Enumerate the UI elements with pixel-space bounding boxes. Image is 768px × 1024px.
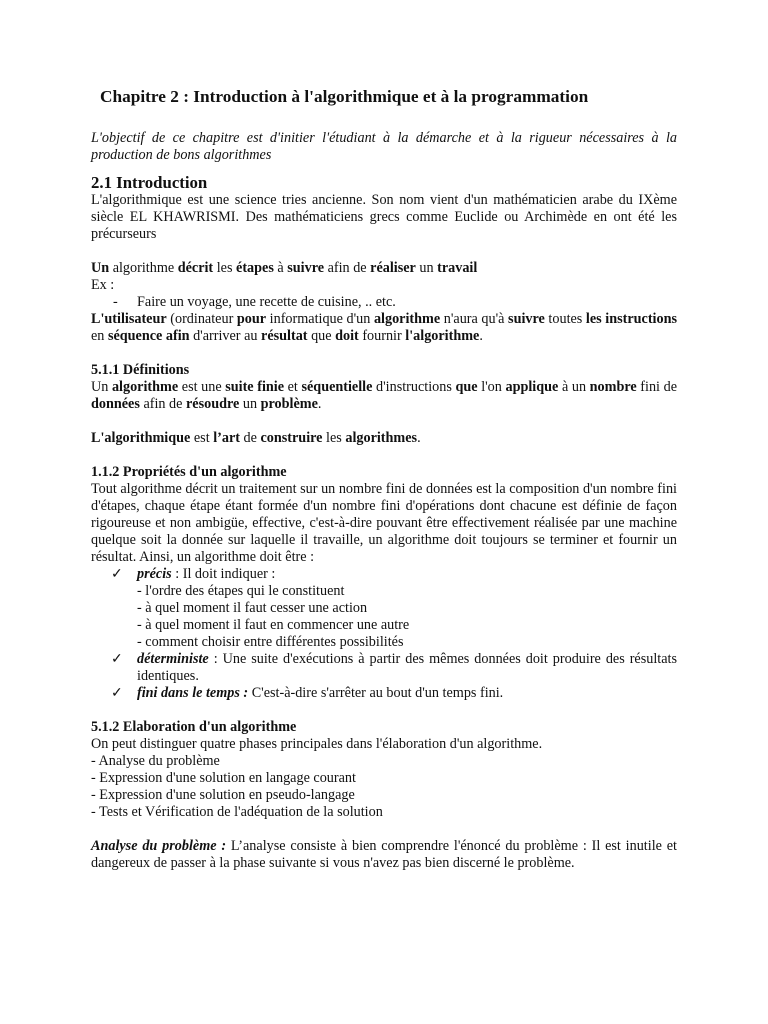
intro-heading: 2.1 Introduction (91, 173, 208, 192)
definition-line: Un algorithme décrit les étapes à suivre afin de réaliser un travail (91, 260, 478, 276)
user-paragraph: L'utilisateur (ordinateur pour informatique d'un algorithme n'aura qu'à suivre toutes les instructions en séquence afin d'arriver au résultat que doit fournir l'algorithme. (91, 311, 678, 344)
precis-sub-item: - comment choisir entre différentes possibilités (137, 634, 404, 650)
example-item: - Faire un voyage, une recette de cuisine, .. etc. (113, 294, 396, 310)
chapter-title: Chapitre 2 : Introduction à l'algorithmique et à la programmation (100, 87, 589, 106)
property-fini: ✓ fini dans le temps : C'est-à-dire s'arrêter au bout d'un temps fini. (111, 685, 504, 701)
phase-item: - Tests et Vérification de l'adéquation de la solution (91, 804, 383, 820)
checkmark-icon: ✓ (111, 686, 123, 701)
precis-sub-item: - à quel moment il faut en commencer une autre (137, 617, 410, 633)
intro-paragraph: L'algorithmique est une science tries ancienne. Son nom vient d'un mathématicien arabe du IXème siècle EL KHAWRISMI. Des mathématiciens grecs comme Euclide ou Archimède en ont été les précurseurs (91, 192, 677, 242)
phase-item: - Expression d'une solution en langage courant (91, 770, 356, 786)
phase-item: - Expression d'une solution en pseudo-langage (91, 787, 355, 803)
example-label: Ex : (91, 277, 115, 293)
phase-item: - Analyse du problème (91, 753, 220, 769)
objective-paragraph: L'objectif de ce chapitre est d'initier l'étudiant à la démarche et à la rigueur nécessaires à la production de bons algorithmes (91, 130, 677, 163)
definitions-heading: 5.1.1 Définitions (91, 362, 190, 378)
definitions-paragraph: Un algorithme est une suite finie et séquentielle d'instructions que l'on applique à un nombre fini de données afin de résoudre un problème. (91, 379, 677, 412)
analyse-paragraph: Analyse du problème : L’analyse consiste à bien comprendre l'énoncé du problème : Il est inutile et dangereux de passer à la phase suivante si vous n'avez pas bien discerné le problème. (91, 838, 678, 871)
precis-sub-item: - à quel moment il faut cesser une action (137, 600, 368, 616)
elaboration-heading: 5.1.2 Elaboration d'un algorithme (91, 719, 297, 735)
properties-heading: 1.1.2 Propriétés d'un algorithme (91, 464, 287, 480)
property-deterministe: ✓ déterministe : Une suite d'exécutions à partir des mêmes données doit produire des résultats identiques. (111, 651, 677, 684)
properties-paragraph: Tout algorithme décrit un traitement sur un nombre fini de données est la composition d'un nombre fini d'étapes, chaque étape étant formée d'un nombre fini d'opérations dont chacune est définie de façon rigoureuse et non ambigüe, effective, c'est-à-dire pouvant être effectivement réalisée par une machine quelque soit la donnée sur laquelle il travaille, un algorithme doit toujours se terminer et fournir un résultat. Ainsi, un algorithme doit être : (91, 481, 677, 565)
checkmark-icon: ✓ (111, 652, 123, 667)
checkmark-icon: ✓ (111, 567, 123, 582)
property-precis: ✓ précis : Il doit indiquer : (111, 566, 276, 582)
elaboration-intro: On peut distinguer quatre phases principales dans l'élaboration d'un algorithme. (91, 736, 543, 752)
document-content (91, 86, 677, 872)
precis-sub-item: - l'ordre des étapes qui le constituent (137, 583, 345, 599)
art-line: L'algorithmique est l’art de construire les algorithmes. (91, 430, 421, 446)
